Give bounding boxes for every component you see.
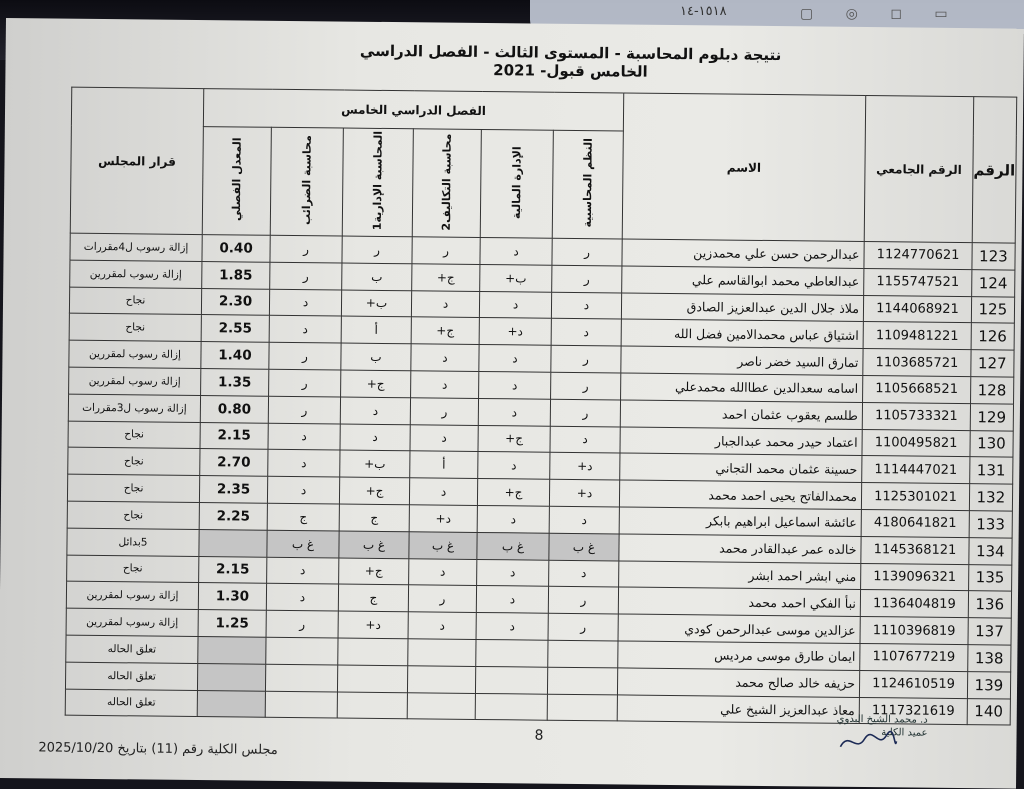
grade-cell: د — [411, 344, 479, 372]
grade-cell: ر — [270, 262, 342, 290]
handwritten-signature — [838, 727, 898, 756]
grade-cell: ر — [548, 587, 618, 615]
grade-cell — [265, 691, 337, 719]
semester-average: 1.35 — [201, 369, 269, 397]
page-number: 8 — [534, 727, 544, 744]
grade-cell: د — [479, 291, 551, 319]
council-decision: نجاح — [68, 448, 200, 476]
grade-cell: ج+ — [341, 370, 411, 398]
student-id: 1103685721 — [863, 349, 971, 377]
student-id: 1124770621 — [864, 241, 972, 269]
student-id: 1139096321 — [861, 563, 969, 591]
grade-cell: ج+ — [411, 317, 479, 345]
semester-average: 2.55 — [201, 315, 269, 343]
header-semester: الفصل الدراسي الخامس — [203, 89, 623, 131]
student-name: مني ابشر احمد ابشر — [619, 561, 861, 590]
row-number: 125 — [971, 296, 1014, 323]
student-id: 1124610519 — [859, 670, 967, 698]
grade-cell: ر — [268, 396, 340, 424]
grade-cell: ج+ — [412, 264, 480, 292]
header-row-number: الرقم — [972, 97, 1016, 243]
grade-cell: د — [267, 557, 339, 585]
grade-cell: ر — [412, 237, 480, 265]
grade-cell — [408, 639, 476, 667]
row-number: 130 — [970, 430, 1013, 457]
semester-average: 2.15 — [200, 422, 268, 450]
student-name: عبدالعاطي محمد ابوالقاسم علي — [622, 266, 864, 295]
grade-cell: ر — [552, 265, 622, 293]
grade-cell: ب+ — [341, 290, 411, 318]
grade-cell: ج+ — [339, 477, 409, 505]
signature-line-2: عميد الكلية — [881, 727, 928, 739]
semester-average: 2.15 — [199, 556, 267, 584]
grade-cell: د — [551, 292, 621, 320]
student-id: 1105668521 — [863, 375, 971, 403]
grade-cell — [476, 639, 548, 667]
row-number: 133 — [969, 511, 1012, 538]
grade-cell: د — [549, 506, 619, 534]
grade-cell: ر — [550, 399, 620, 427]
signature-line-1: د. محمد الشيخ البدوي — [836, 713, 928, 726]
grade-cell: ج+ — [478, 425, 550, 453]
grade-cell: د — [478, 398, 550, 426]
student-id: 1100495821 — [862, 429, 970, 457]
grade-cell: د — [411, 290, 479, 318]
student-id: 1125301021 — [861, 483, 969, 511]
header-subject: محاسبة التكاليف2 — [412, 129, 481, 238]
grade-cell — [475, 666, 547, 694]
grade-cell: د — [340, 424, 410, 452]
student-id: 1117321619 — [859, 697, 967, 725]
document-page — [0, 18, 1024, 789]
grade-cell — [337, 692, 407, 720]
grade-cell: د — [266, 584, 338, 612]
header-subject: المعدل الفصلي — [202, 127, 271, 236]
grade-cell: غ ب — [267, 530, 339, 558]
grade-cell: غ ب — [339, 531, 409, 559]
grade-cell: د — [477, 505, 549, 533]
grade-cell — [548, 640, 618, 668]
student-name: نبأ الفكي احمد محمد — [618, 587, 860, 616]
row-number: 139 — [967, 671, 1010, 698]
semester-average: 2.70 — [200, 449, 268, 477]
grade-cell: ر — [269, 369, 341, 397]
row-number: 123 — [972, 243, 1015, 270]
student-id: 1105733321 — [862, 402, 970, 430]
grade-cell: د — [476, 586, 548, 614]
student-id: 1155747521 — [864, 268, 972, 296]
grade-cell: ر — [270, 235, 342, 263]
row-number: 140 — [967, 698, 1010, 725]
student-name: عبدالرحمن حسن علي محمدزين — [622, 239, 864, 268]
grade-cell: ر — [410, 398, 478, 426]
semester-average: 2.30 — [201, 288, 269, 316]
grade-cell: ر — [552, 238, 622, 266]
student-id: 1110396819 — [860, 617, 968, 645]
council-decision: 5بدائل — [67, 528, 199, 556]
grade-cell: د — [267, 476, 339, 504]
grade-cell: د — [409, 558, 477, 586]
student-name: ايمان طارق موسى مرديس — [618, 641, 860, 670]
student-name: معاذ عبدالعزيز الشيخ علي — [617, 694, 859, 723]
council-decision: نجاح — [69, 314, 201, 342]
grade-cell: ر — [342, 236, 412, 264]
row-number: 128 — [971, 377, 1014, 404]
grade-cell: ج+ — [339, 558, 409, 586]
student-id: 1136404819 — [860, 590, 968, 618]
grade-cell — [338, 638, 408, 666]
row-number: 135 — [969, 564, 1012, 591]
council-decision: إزالة رسوب لمقررين — [69, 340, 201, 368]
row-number: 127 — [971, 350, 1014, 377]
student-name: تمارق السيد خضر ناصر — [621, 346, 863, 375]
grade-cell: د+ — [338, 611, 408, 639]
grade-cell — [547, 694, 617, 722]
grade-cell: د — [551, 319, 621, 347]
grade-cell: غ ب — [549, 533, 619, 561]
grade-cell: ج — [338, 584, 408, 612]
council-decision: إزالة رسوب لمقررين — [66, 582, 198, 610]
grade-cell: ب+ — [480, 264, 552, 292]
grade-cell: د — [409, 478, 477, 506]
grade-cell: أ — [410, 451, 478, 479]
council-footer: مجلس الكلية رقم (11) بتاريخ 2025/10/20 — [38, 740, 278, 758]
semester-average: 0.40 — [202, 235, 270, 263]
grade-cell: غ ب — [477, 532, 549, 560]
header-subject: محاسبة الضرائب — [270, 127, 343, 236]
semester-average — [197, 690, 265, 718]
semester-average: 2.25 — [199, 503, 267, 531]
grade-cell: ر — [548, 613, 618, 641]
council-decision: نجاح — [67, 474, 199, 502]
row-number: 132 — [969, 484, 1012, 511]
semester-average — [197, 663, 265, 691]
header-subject: الإدارة المالية — [480, 129, 553, 238]
grade-cell — [337, 665, 407, 693]
grade-cell: د+ — [549, 479, 619, 507]
council-decision: تعلق الحاله — [66, 635, 198, 663]
student-id: 1107677219 — [860, 643, 968, 671]
grade-cell: د — [268, 423, 340, 451]
student-name: حزيفه خالد صالح محمد — [617, 668, 859, 697]
grade-cell: ب — [342, 263, 412, 291]
semester-average: 1.30 — [198, 583, 266, 611]
council-decision: تعلق الحاله — [65, 662, 197, 690]
semester-average — [199, 529, 267, 557]
student-id: 1145368121 — [861, 536, 969, 564]
row-number: 138 — [968, 645, 1011, 672]
results-table — [65, 87, 1017, 726]
grade-cell: ر — [551, 372, 621, 400]
council-decision: إزالة رسوب ل4مقررات — [70, 233, 202, 261]
semester-average: 0.80 — [200, 395, 268, 423]
student-id: 1109481221 — [863, 322, 971, 350]
student-name: عزالدين موسى عبدالرحمن كودي — [618, 614, 860, 643]
grade-cell: ج+ — [477, 479, 549, 507]
row-number: 137 — [968, 618, 1011, 645]
grade-cell: د+ — [550, 453, 620, 481]
grade-cell: د — [408, 612, 476, 640]
semester-average: 1.85 — [202, 261, 270, 289]
grade-cell: د — [340, 397, 410, 425]
grade-cell: ر — [266, 610, 338, 638]
student-name: طلسم يعقوب عثمان احمد — [620, 400, 862, 429]
grade-cell — [475, 693, 547, 721]
student-id: 1144068921 — [863, 295, 971, 323]
grade-cell — [265, 664, 337, 692]
council-decision: إزالة رسوب لمقررين — [69, 367, 201, 395]
council-decision: إزالة رسوب ل3مقررات — [68, 394, 200, 422]
council-decision: نجاح — [69, 287, 201, 315]
device-icons: ▢ ◎ ◻ ▭ — [800, 6, 962, 22]
grade-cell — [407, 665, 475, 693]
grade-cell: د+ — [409, 505, 477, 533]
device-label: ١٥١٨-١٤ — [680, 4, 727, 19]
grade-cell: ج — [267, 503, 339, 531]
student-name: ملاذ جلال الدين عبدالعزيز الصادق — [621, 293, 863, 322]
grade-cell: د — [550, 426, 620, 454]
grade-cell: د — [269, 316, 341, 344]
header-decision: قرار المجلس — [70, 87, 204, 234]
semester-average: 2.35 — [199, 476, 267, 504]
grade-cell: ج — [339, 504, 409, 532]
grade-cell: ب+ — [340, 450, 410, 478]
student-name: اسامه سعدالدين عطاالله محمدعلي — [621, 373, 863, 402]
student-name: محمدالفاتح يحيى احمد محمد — [619, 480, 861, 509]
council-decision: نجاح — [67, 501, 199, 529]
grade-cell: د+ — [479, 318, 551, 346]
council-decision: إزالة رسوب لمقررين — [70, 260, 202, 288]
grade-cell — [547, 667, 617, 695]
grade-cell: د — [411, 371, 479, 399]
row-number: 136 — [968, 591, 1011, 618]
student-id: 4180641821 — [861, 509, 969, 537]
grade-cell: د — [476, 613, 548, 641]
grade-cell: ر — [408, 585, 476, 613]
council-decision: نجاح — [68, 421, 200, 449]
header-student-id: الرقم الجامعي — [864, 96, 974, 243]
row-number: 124 — [972, 269, 1015, 296]
council-decision: نجاح — [67, 555, 199, 583]
header-subject: النظم المحاسبية — [552, 130, 623, 239]
grade-cell: غ ب — [409, 532, 477, 560]
grade-cell: ر — [551, 345, 621, 373]
header-name: الاسم — [622, 93, 866, 242]
student-name: حسينة عثمان محمد التجاني — [620, 453, 862, 482]
grade-cell — [266, 637, 338, 665]
semester-average — [198, 636, 266, 664]
grade-cell: د — [479, 345, 551, 373]
grade-cell: د — [269, 289, 341, 317]
grade-cell: أ — [341, 316, 411, 344]
grade-cell: د — [410, 424, 478, 452]
grade-cell: ب — [341, 343, 411, 371]
council-decision: إزالة رسوب لمقررين — [66, 608, 198, 636]
grade-cell: د — [480, 237, 552, 265]
semester-average: 1.25 — [198, 610, 266, 638]
grade-cell: د — [268, 450, 340, 478]
grade-cell: د — [549, 560, 619, 588]
document-title: نتيجة دبلوم المحاسبة - المستوى الثالث - الفصل الدراسي الخامس قبول- 2021 — [359, 41, 782, 81]
row-number: 129 — [970, 403, 1013, 430]
semester-average: 1.40 — [201, 342, 269, 370]
council-decision: تعلق الحاله — [65, 689, 197, 717]
student-name: اشتياق عباس محمدالامين فضل الله — [621, 319, 863, 348]
grade-cell: د — [477, 559, 549, 587]
row-number: 134 — [969, 537, 1012, 564]
row-number: 126 — [971, 323, 1014, 350]
grade-cell — [407, 692, 475, 720]
student-name: اعتماد حيدر محمد عبدالجبار — [620, 427, 862, 456]
grade-cell: د — [478, 452, 550, 480]
row-number: 131 — [970, 457, 1013, 484]
student-name: خالده عمر عبدالقادر محمد — [619, 534, 861, 563]
grade-cell: د — [479, 371, 551, 399]
grade-cell: ر — [269, 342, 341, 370]
student-name: عائشة اسماعيل ابراهيم بابكر — [619, 507, 861, 536]
student-id: 1114447021 — [862, 456, 970, 484]
header-subject: المحاسبة الإدارية1 — [342, 128, 413, 237]
